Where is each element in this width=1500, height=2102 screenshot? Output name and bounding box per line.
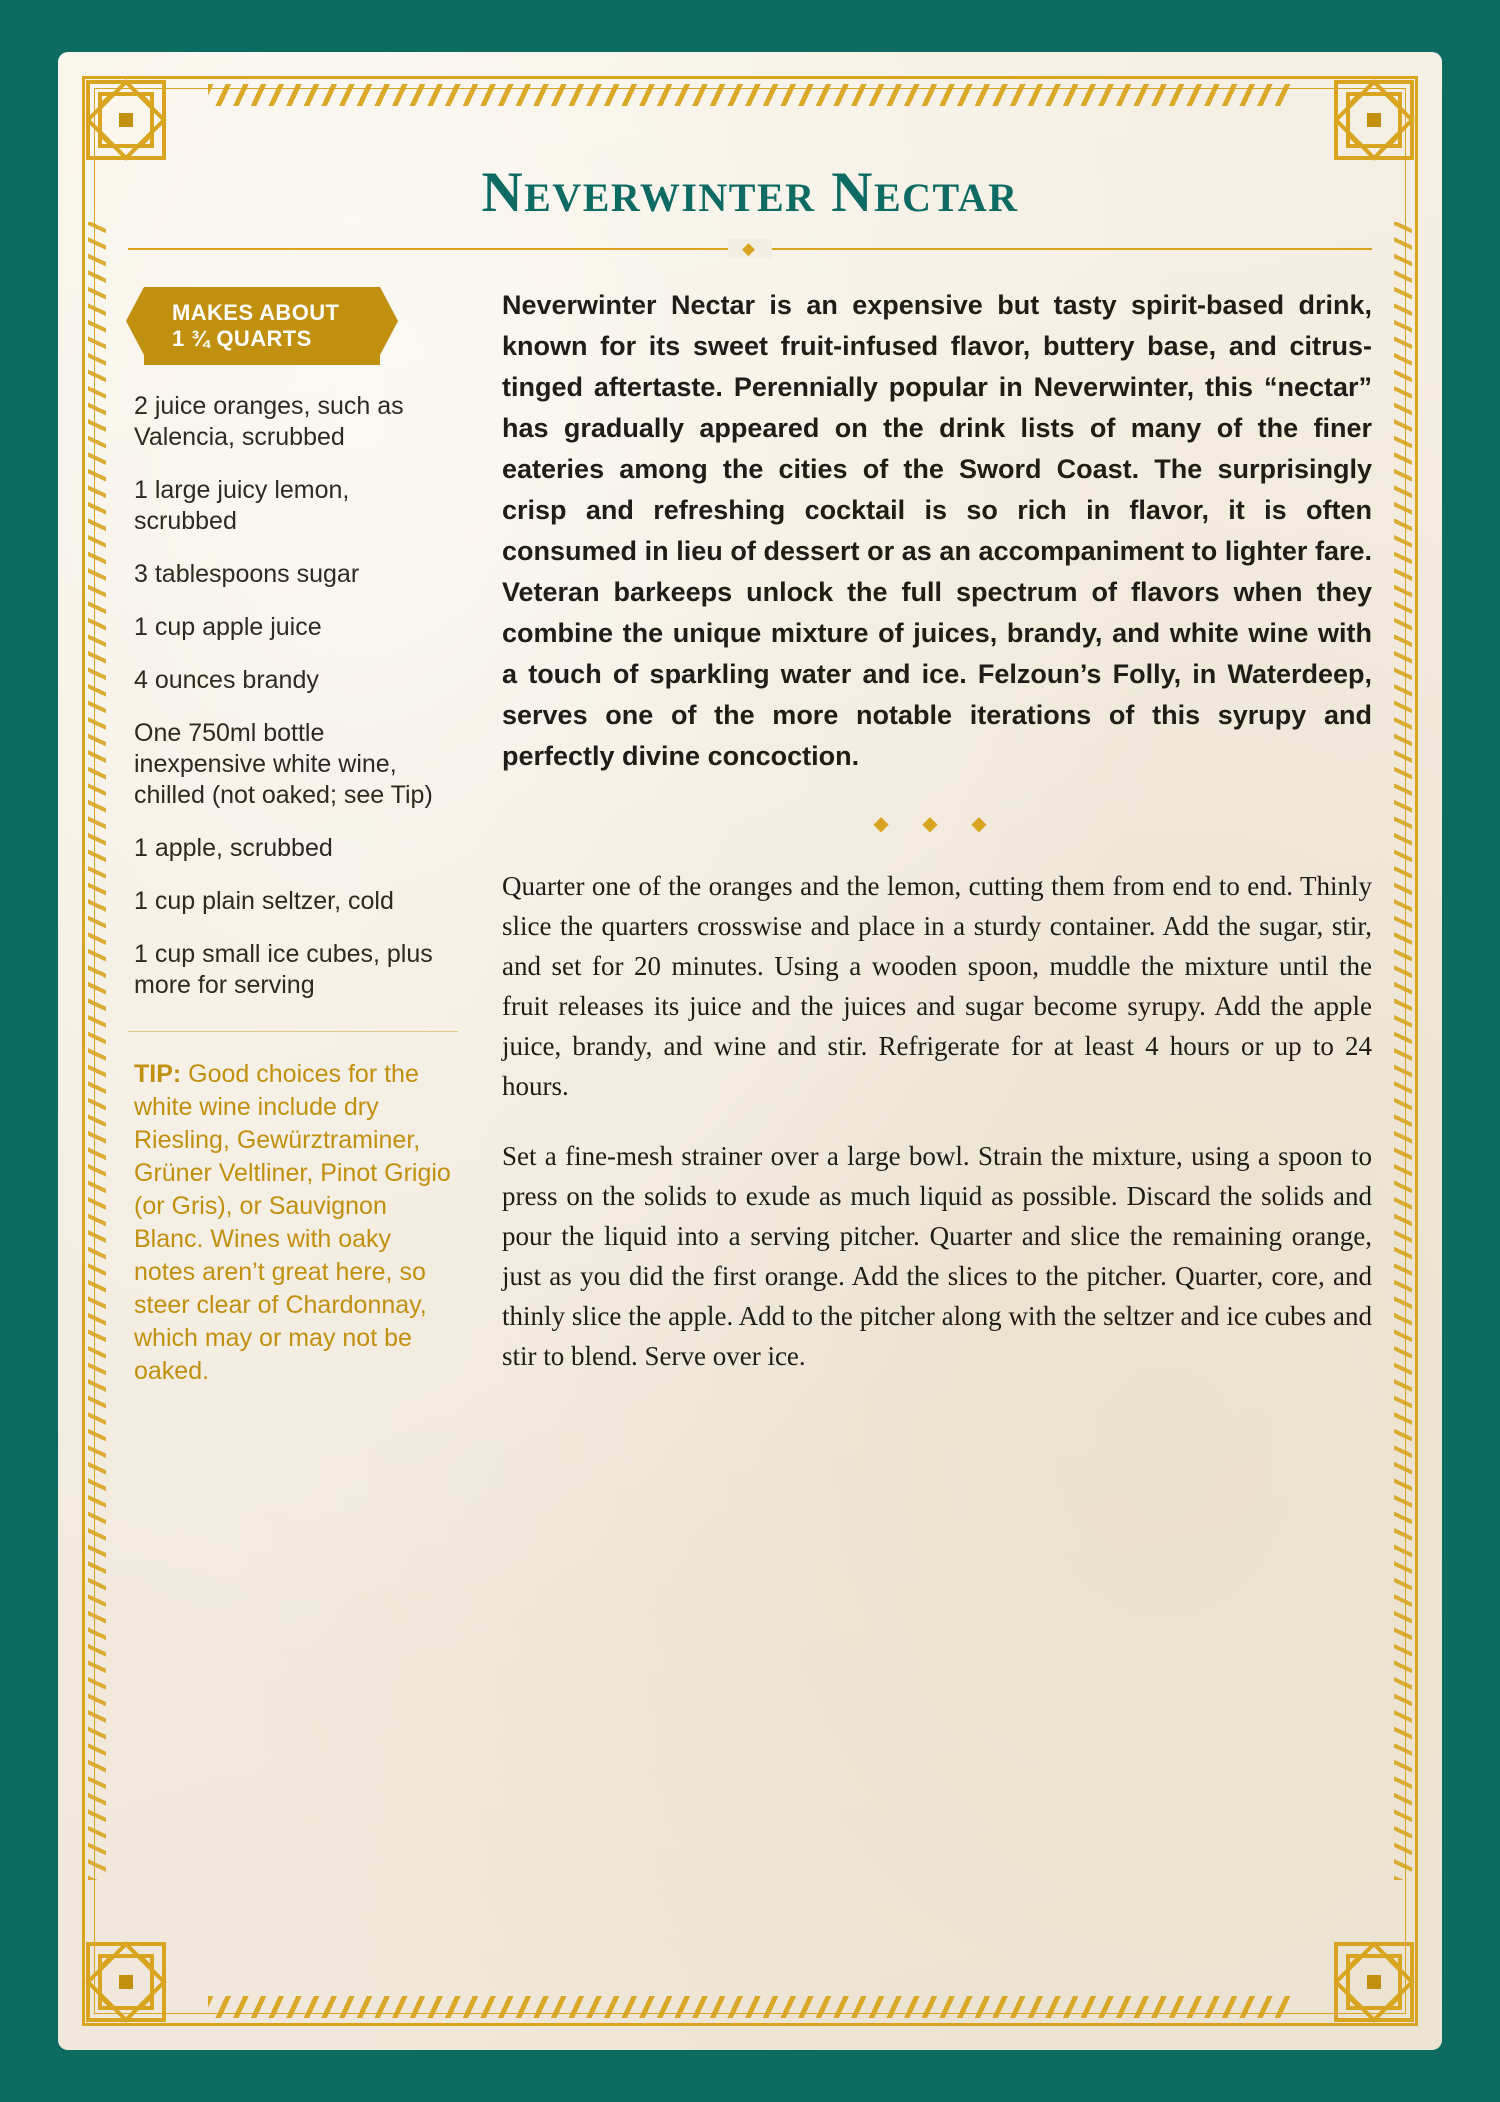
list-item: 4 ounces brandy <box>134 666 319 694</box>
description-column <box>502 281 1372 1388</box>
tip-label: TIP: <box>134 1060 182 1088</box>
recipe-title: Neverwinter Nectar <box>481 161 1019 224</box>
card-content <box>128 161 1372 1950</box>
recipe-card <box>18 12 1482 2090</box>
tip-text: Good choices for the white wine include dry Riesling, Gewürztraminer, Grüner Veltliner, Pinot Grigio (or Gris), or Sauvignon Blanc. Wines with oaky notes aren’t great here, so steer clear of Chardonnay, which may or may not be oaked. <box>134 1060 451 1385</box>
list-item: 1 large juicy lemon, scrubbed <box>134 476 350 535</box>
rope-border-left <box>88 222 106 1880</box>
list-item: 1 cup apple juice <box>134 613 322 641</box>
two-column-layout <box>128 281 1372 1388</box>
list-item: 1 cup plain seltzer, cold <box>134 887 394 915</box>
dot-divider-ornament-icon: ◆ ◆ ◆ <box>873 813 1001 835</box>
tip-block <box>128 1031 458 1388</box>
ingredients-column <box>128 281 458 1388</box>
instruction-paragraph: Set a fine-mesh strainer over a large bowl. Strain the mixture, using a spoon to press on the solids to exude as much liquid as possible. Discard the solids and pour the liquid into a serving pitcher. Quarter and slice the remaining orange, just as you did the first orange. Add the slices to the pitcher. Quarter, core, and thinly slice the apple. Add to the pitcher along with the seltzer and ice cubes and stir to blend. Serve over ice. <box>502 1141 1372 1371</box>
list-item: 1 cup small ice cubes, plus more for serving <box>134 940 433 999</box>
intro-paragraph: Neverwinter Nectar is an expensive but tasty spirit-based drink, known for its sweet fruit-infused flavor, buttery base, and citrus-tinged aftertaste. Perennially popular in Neverwinter, this “nectar” has gradually appeared on the drink lists of many of the finer eateries among the cities of the Sword Coast. The surprisingly crisp and refreshing cocktail is so rich in flavor, it is often consumed in lieu of dessert or as an accompaniment to lighter fare. Veteran barkeeps unlock the full spectrum of flavors when they combine the unique mixture of juices, brandy, and white wine with a touch of sparkling water and ice. Felzoun’s Folly, in Waterdeep, serves one of the more notable iterations of this syrupy and perfectly divine concoction. <box>502 290 1372 771</box>
instructions <box>502 866 1372 1376</box>
rope-border-top <box>208 84 1292 106</box>
diamond-ornament-icon: ◆ <box>728 239 772 258</box>
list-item: 2 juice oranges, such as Valencia, scrubbed <box>134 392 404 451</box>
yield-banner <box>144 287 380 365</box>
yield-line-2: 1 ¾ QUARTS <box>172 326 312 351</box>
rope-border-right <box>1394 222 1412 1880</box>
celtic-knot-icon <box>1326 72 1422 168</box>
list-item: One 750ml bottle inexpensive white wine, chilled (not oaked; see Tip) <box>134 719 433 809</box>
ingredients-list <box>128 391 458 1001</box>
list-item: 3 tablespoons sugar <box>134 560 360 588</box>
rope-border-bottom <box>208 1996 1292 2018</box>
celtic-knot-icon <box>78 72 174 168</box>
instruction-paragraph: Quarter one of the oranges and the lemon, cutting them from end to end. Thinly slice the quarters crosswise and place in a sturdy container. Add the sugar, stir, and set for 20 minutes. Using a wooden spoon, muddle the mixture until the fruit releases its juice and the juices and sugar become syrupy. Add the apple juice, brandy, and wine and stir. Refrigerate for at least 4 hours or up to 24 hours. <box>502 871 1372 1101</box>
list-item: 1 apple, scrubbed <box>134 834 333 862</box>
title-divider <box>128 239 1372 259</box>
card-paper <box>58 52 1442 2050</box>
yield-line-1: MAKES ABOUT <box>172 300 340 325</box>
